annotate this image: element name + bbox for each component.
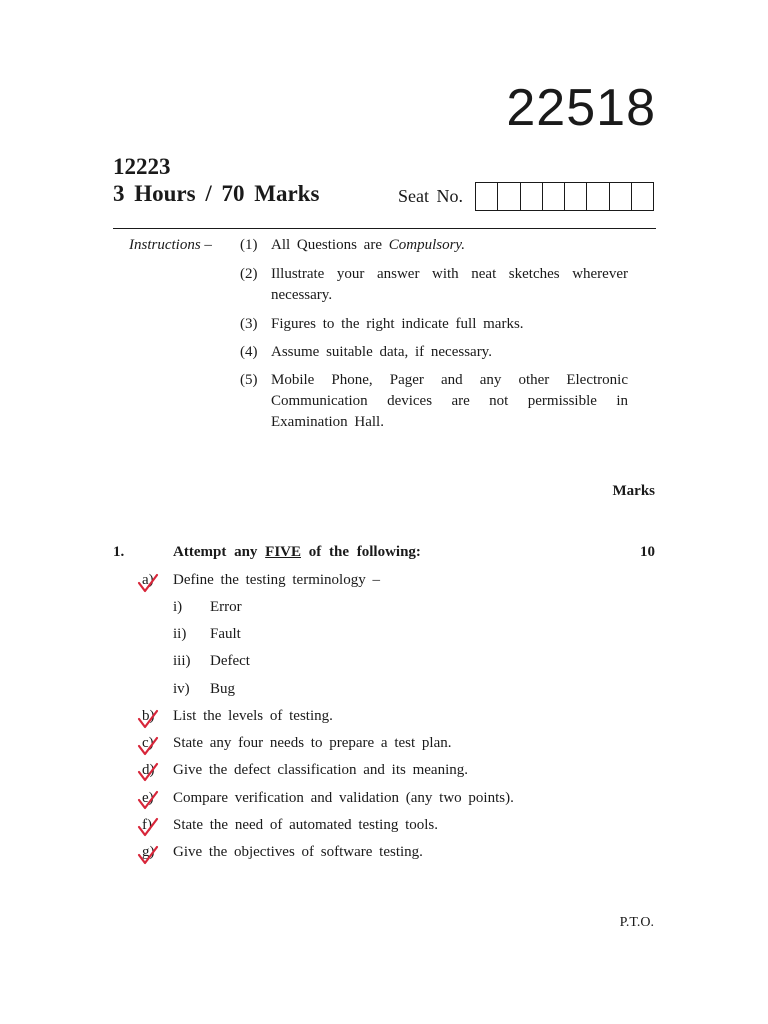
instruction-text: All Questions are Compulsory.	[271, 237, 465, 253]
subpart-text: Compare verification and validation (any two points).	[173, 790, 514, 806]
subpart-label: e)	[142, 790, 154, 806]
instructions-title: Instructions –	[129, 237, 212, 253]
header-divider	[113, 228, 656, 229]
seat-cell	[543, 183, 565, 210]
seat-cell	[587, 183, 609, 210]
seat-number-label: Seat No.	[398, 186, 463, 206]
term-text: Fault	[210, 626, 241, 642]
instruction-emphasis: Compulsory.	[388, 237, 465, 253]
subject-code: 22518	[506, 79, 656, 137]
seat-cell	[498, 183, 520, 210]
question-emphasis: FIVE	[265, 544, 301, 560]
seat-cell	[521, 183, 543, 210]
page-turn-over: P.T.O.	[619, 915, 654, 930]
seat-cell	[632, 183, 653, 210]
instruction-number: (5)	[240, 372, 258, 388]
checkmark-icon	[137, 736, 159, 758]
seat-cell	[610, 183, 632, 210]
instruction-item	[240, 342, 628, 363]
subpart-label: f)	[142, 817, 152, 833]
checkmark-icon	[137, 573, 159, 595]
question-heading: Attempt any FIVE of the following:	[173, 544, 421, 560]
subpart-label: b)	[142, 708, 155, 724]
subpart-label: g)	[142, 844, 155, 860]
term-text: Defect	[210, 653, 250, 669]
instruction-item	[240, 314, 628, 335]
instruction-item	[240, 235, 628, 256]
subpart-label: c)	[142, 735, 154, 751]
instruction-text: Assume suitable data, if necessary.	[271, 344, 492, 360]
duration-marks: 3 Hours / 70 Marks	[113, 181, 320, 206]
seat-cell	[476, 183, 498, 210]
instruction-number: (1)	[240, 237, 258, 253]
term-text: Error	[210, 599, 242, 615]
instruction-item	[240, 370, 628, 433]
checkmark-icon	[137, 790, 159, 812]
subpart-label: a)	[142, 572, 154, 588]
seat-number-boxes	[475, 182, 654, 211]
instruction-text: Figures to the right indicate full marks.	[271, 316, 524, 332]
instruction-text: Mobile Phone, Pager and any other Electronic Communication devices are not permissible in Examination Hall.	[271, 372, 628, 430]
subpart-text: Give the defect classification and its meaning.	[173, 762, 468, 778]
question-marks: 10	[640, 544, 655, 560]
checkmark-icon	[137, 709, 159, 731]
subpart-text: Define the testing terminology –	[173, 572, 380, 588]
instruction-text: Illustrate your answer with neat sketches wherever necessary.	[271, 266, 628, 303]
checkmark-icon	[137, 762, 159, 784]
instruction-item	[240, 264, 628, 306]
subpart-text: List the levels of testing.	[173, 708, 333, 724]
checkmark-icon	[137, 845, 159, 867]
instruction-number: (3)	[240, 316, 258, 332]
subpart-text: State any four needs to prepare a test plan.	[173, 735, 452, 751]
instruction-number: (4)	[240, 344, 258, 360]
subpart-label: d)	[142, 762, 155, 778]
checkmark-icon	[137, 817, 159, 839]
term-label: ii)	[173, 626, 187, 642]
term-label: i)	[173, 599, 183, 615]
question-number: 1.	[113, 544, 125, 560]
instruction-number: (2)	[240, 266, 258, 282]
term-label: iv)	[173, 681, 190, 697]
term-text: Bug	[210, 681, 236, 697]
term-label: iii)	[173, 653, 191, 669]
paper-code: 12223	[113, 154, 171, 179]
marks-column-heading: Marks	[612, 483, 655, 499]
subpart-text: State the need of automated testing tools.	[173, 817, 439, 833]
subpart-text: Give the objectives of software testing.	[173, 844, 423, 860]
seat-cell	[565, 183, 587, 210]
